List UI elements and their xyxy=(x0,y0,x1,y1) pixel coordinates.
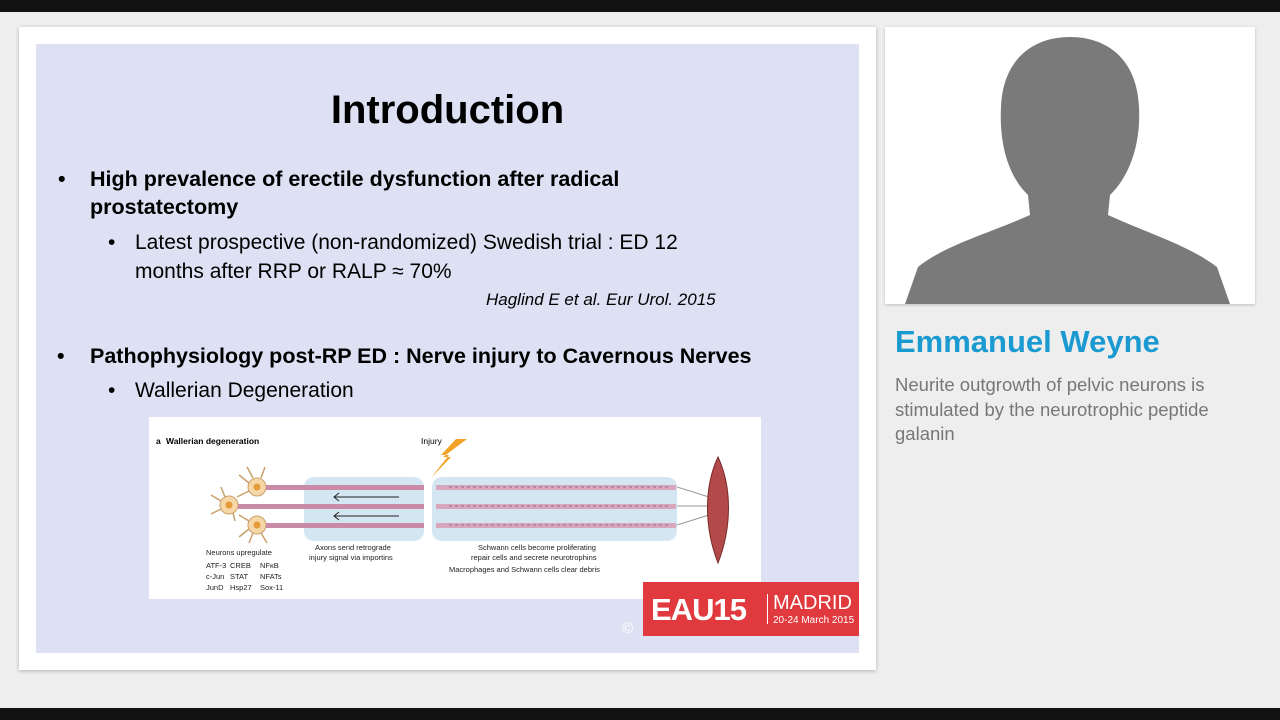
bullet-1-text: High prevalence of erectile dysfunction after radical prostatectomy xyxy=(90,167,620,219)
marker-label: JunD xyxy=(206,583,224,592)
caption-schwann-line-2: repair cells and secrete neurotrophins xyxy=(471,553,597,562)
marker-label: NFATs xyxy=(260,572,282,581)
caption-schwann-line-3: Macrophages and Schwann cells clear debris xyxy=(449,565,600,574)
muscle-icon xyxy=(708,457,729,563)
logo-divider xyxy=(767,594,768,624)
wallerian-degeneration-figure xyxy=(149,417,761,599)
neuron xyxy=(237,467,266,497)
eau15-madrid-logo xyxy=(643,582,859,636)
talk-title: Neurite outgrowth of pelvic neurons is stimulated by the neurotrophic peptide galanin xyxy=(895,374,1209,444)
caption-neurons: Neurons upregulate xyxy=(206,548,272,557)
bullet-marker: • xyxy=(57,344,65,368)
speaker-name: Emmanuel Weyne xyxy=(895,324,1160,359)
bullet-1 xyxy=(58,165,730,221)
neuron xyxy=(239,515,267,543)
marker-label: NFκB xyxy=(260,561,279,570)
figure-panel-label: a xyxy=(156,436,161,446)
sub-bullet-1-1 xyxy=(108,228,735,286)
caption-axons-line-2: injury signal via importins xyxy=(309,553,393,562)
logo-name: EAU15 xyxy=(651,592,746,627)
slide-title: Introduction xyxy=(330,88,565,132)
neuron xyxy=(211,487,238,521)
citation: Haglind E et al. Eur Urol. 2015 xyxy=(486,290,716,309)
top-bar xyxy=(0,0,1280,12)
sub-bullet-2-1 xyxy=(108,376,535,405)
logo-dates: 20-24 March 2015 xyxy=(773,615,855,626)
sub-bullet-2-1-text: Wallerian Degeneration xyxy=(135,379,354,402)
marker-label: ATF-3 xyxy=(206,561,227,570)
marker-label: STAT xyxy=(230,572,249,581)
marker-label: CREB xyxy=(230,561,251,570)
injury-label: Injury xyxy=(421,436,442,446)
bullet-marker: • xyxy=(58,167,66,191)
distal-axons xyxy=(432,477,709,541)
sub-bullet-marker: • xyxy=(108,379,116,402)
caption-schwann-line-1: Schwann cells become proliferating xyxy=(478,543,596,552)
person-silhouette-icon xyxy=(885,27,1255,304)
marker-label: Sox-11 xyxy=(260,583,284,592)
logo-city: MADRID xyxy=(773,592,852,614)
sub-bullet-1-1-text: Latest prospective (non-randomized) Swedish trial : ED 12 months after RRP or RALP ≈ 70% xyxy=(135,231,678,283)
bullet-2-text: Pathophysiology post-RP ED : Nerve injury to Cavernous Nerves xyxy=(90,344,752,368)
marker-label: c-Jun xyxy=(206,572,225,581)
bullet-2 xyxy=(57,342,850,370)
slide xyxy=(36,44,859,653)
bottom-bar xyxy=(0,708,1280,720)
copyright-icon: © xyxy=(622,620,634,637)
marker-label: Hsp27 xyxy=(230,583,252,592)
figure-illustration xyxy=(149,417,761,599)
sub-bullet-marker: • xyxy=(108,231,116,254)
slide-panel xyxy=(19,27,876,670)
figure-panel-title: Wallerian degeneration xyxy=(166,436,260,446)
speaker-avatar xyxy=(885,27,1255,304)
caption-axons-line-1: Axons send retrograde xyxy=(315,543,391,552)
